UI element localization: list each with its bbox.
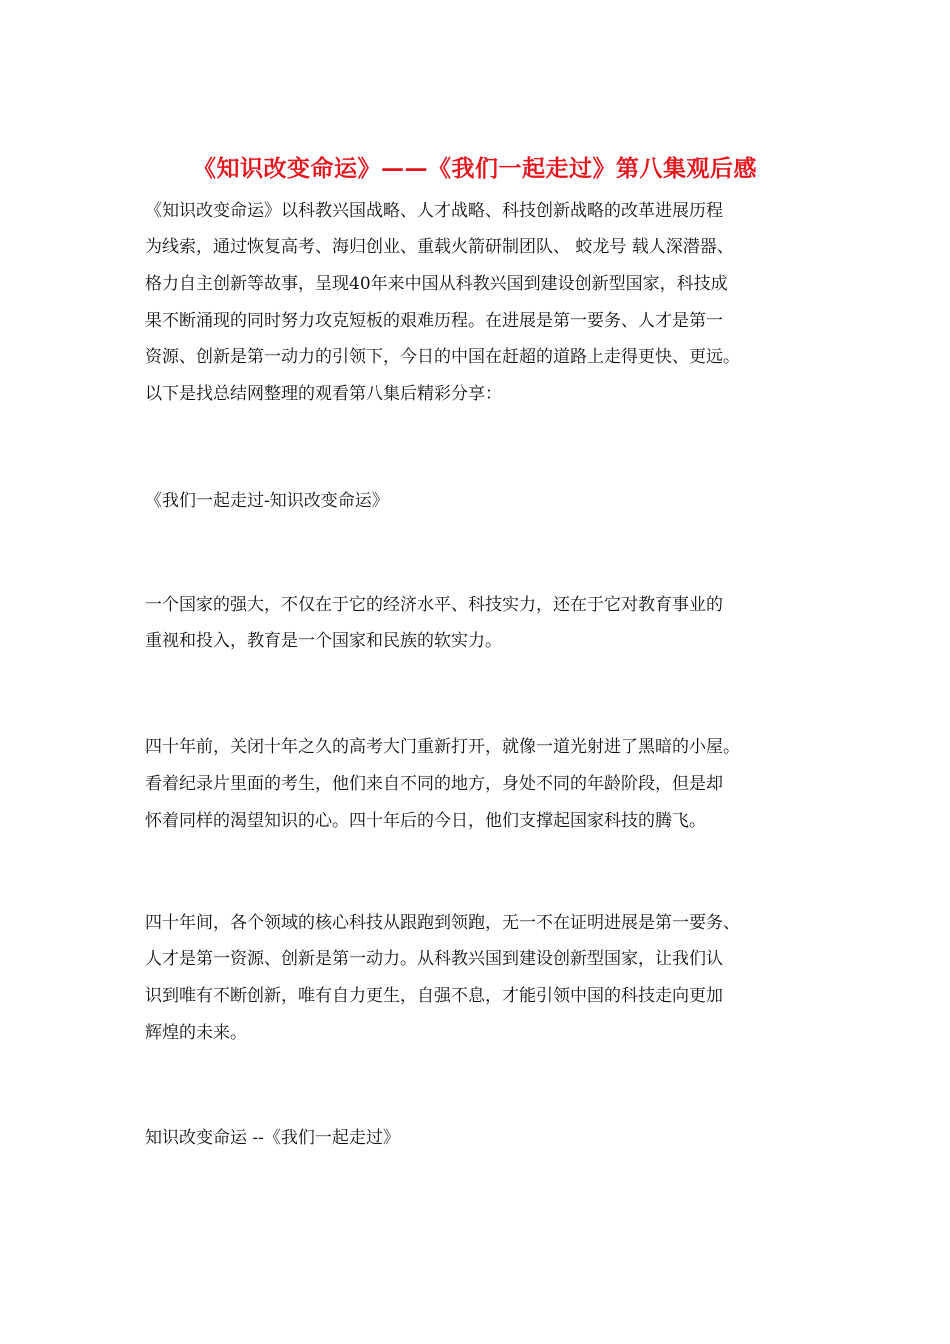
paragraph2-line-2: 看着纪录片里面的考生，他们来自不同的地方，身处不同的年龄阶段，但是却 (145, 774, 723, 794)
paragraph3-line-2: 人才是第一资源、创新是第一动力。从科教兴国到建设创新型国家，让我们认 (145, 949, 723, 969)
intro-line-2: 为线索，通过恢复高考、海归创业、重载火箭研制团队、 蛟龙号 载人深潜器、 (145, 237, 734, 257)
subtitle: 《我们一起走过-知识改变命运》 (145, 491, 389, 511)
document-title: 《知识改变命运》——《我们一起走过》第八集观后感 (193, 155, 757, 182)
closing-line: 知识改变命运 --《我们一起走过》 (145, 1128, 400, 1148)
paragraph2-line-1: 四十年前，关闭十年之久的高考大门重新打开，就像一道光射进了黑暗的小屋。 (145, 737, 740, 757)
paragraph3-line-1: 四十年间，各个领域的核心科技从跟跑到领跑，无一不在证明进展是第一要务、 (145, 913, 740, 933)
paragraph3-line-4: 辉煌的未来。 (145, 1023, 247, 1043)
paragraph3-line-3: 识到唯有不断创新，唯有自力更生，自强不息，才能引领中国的科技走向更加 (145, 986, 723, 1006)
intro-line-1: 《知识改变命运》以科教兴国战略、人才战略、科技创新战略的改革进展历程 (145, 201, 723, 221)
paragraph1-line-1: 一个国家的强大，不仅在于它的经济水平、科技实力，还在于它对教育事业的 (145, 595, 723, 615)
intro-line-5: 资源、创新是第一动力的引领下，今日的中国在赶超的道路上走得更快、更远。 (145, 347, 740, 367)
intro-line-6: 以下是找总结网整理的观看第八集后精彩分享： (145, 384, 502, 404)
paragraph2-line-3: 怀着同样的渴望知识的心。四十年后的今日，他们支撑起国家科技的腾飞。 (145, 811, 706, 831)
paragraph1-line-2: 重视和投入，教育是一个国家和民族的软实力。 (145, 631, 502, 651)
intro-line-4: 果不断涌现的同时努力攻克短板的艰难历程。在进展是第一要务、人才是第一 (145, 311, 723, 331)
intro-line-3: 格力自主创新等故事，呈现40年来中国从科教兴国到建设创新型国家，科技成 (145, 274, 728, 294)
